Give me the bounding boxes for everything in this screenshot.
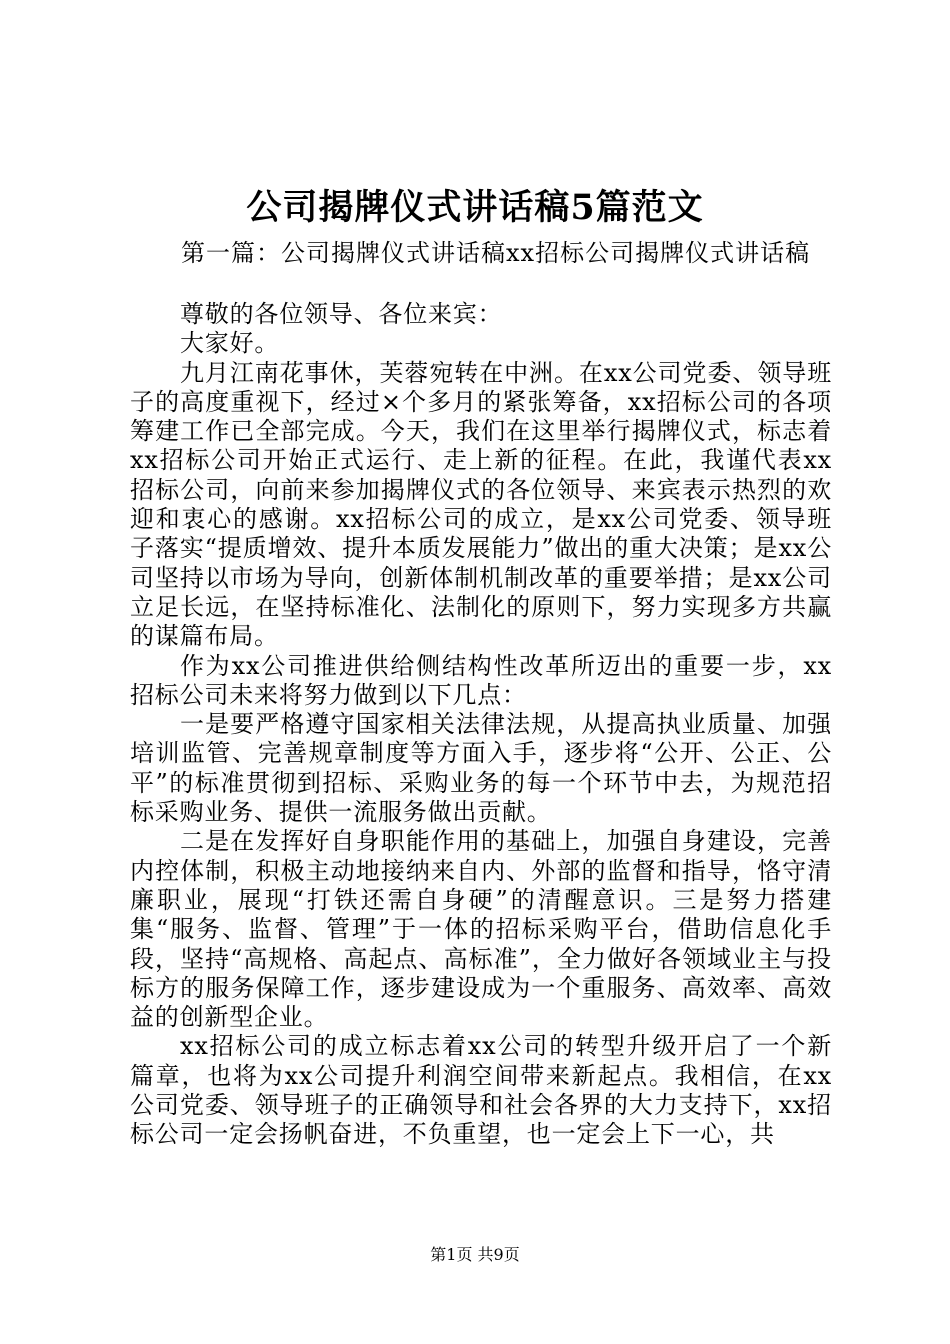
paragraph: 作为xx公司推进供给侧结构性改革所迈出的重要一步，xx招标公司未来将努力做到以下几点：	[130, 651, 832, 709]
paragraph: 九月江南花事休，芙蓉宛转在中洲。在xx公司党委、领导班子的高度重视下，经过×个多月的紧张筹备，xx招标公司的各项筹建工作已全部完成。今天，我们在这里举行揭牌仪式，标志着xx招标公司开始正式运行、走上新的征程。在此，我谨代表xx招标公司，向前来参加揭牌仪式的各位领导、来宾表示热烈的欢迎和衷心的感谢。xx招标公司的成立，是xx公司党委、领导班子落实“提质增效、提升本质发展能力”做出的重大决策；是xx公司坚持以市场为导向，创新体制机制改革的重要举措；是xx公司立足长远，在坚持标准化、法制化的原则下，努力实现多方共赢的谋篇布局。	[130, 358, 832, 651]
document-subtitle: 第一篇：公司揭牌仪式讲话稿xx招标公司揭牌仪式讲话稿	[181, 239, 811, 267]
document-title: 公司揭牌仪式讲话稿5篇范文	[246, 187, 704, 228]
page-footer: 第1页 共9页	[430, 1245, 520, 1264]
salutation: 尊敬的各位领导、各位来宾：	[180, 300, 503, 328]
paragraph: 二是在发挥好自身职能作用的基础上，加强自身建设，完善内控体制，积极主动地接纳来自内、外部的监督和指导，恪守清廉职业，展现“打铁还需自身硬”的清醒意识。三是努力搭建集“服务、监督、管理”于一体的招标采购平台，借助信息化手段，坚持“高规格、高起点、高标准”，全力做好各领域业主与投标方的服务保障工作，逐步建设成为一个重服务、高效率、高效益的创新型企业。	[130, 827, 832, 1032]
greeting: 大家好。	[180, 329, 280, 358]
paragraph: 一是要严格遵守国家相关法律法规，从提高执业质量、加强培训监管、完善规章制度等方面入手，逐步将“公开、公正、公平”的标准贯彻到招标、采购业务的每一个环节中去，为规范招标采购业务、提供一流服务做出贡献。	[130, 710, 832, 827]
paragraph: xx招标公司的成立标志着xx公司的转型升级开启了一个新篇章，也将为xx公司提升利润空间带来新起点。我相信，在xx公司党委、领导班子的正确领导和社会各界的大力支持下，xx招标公司一定会扬帆奋进，不负重望，也一定会上下一心，共	[130, 1032, 832, 1149]
document-body	[130, 300, 832, 1150]
